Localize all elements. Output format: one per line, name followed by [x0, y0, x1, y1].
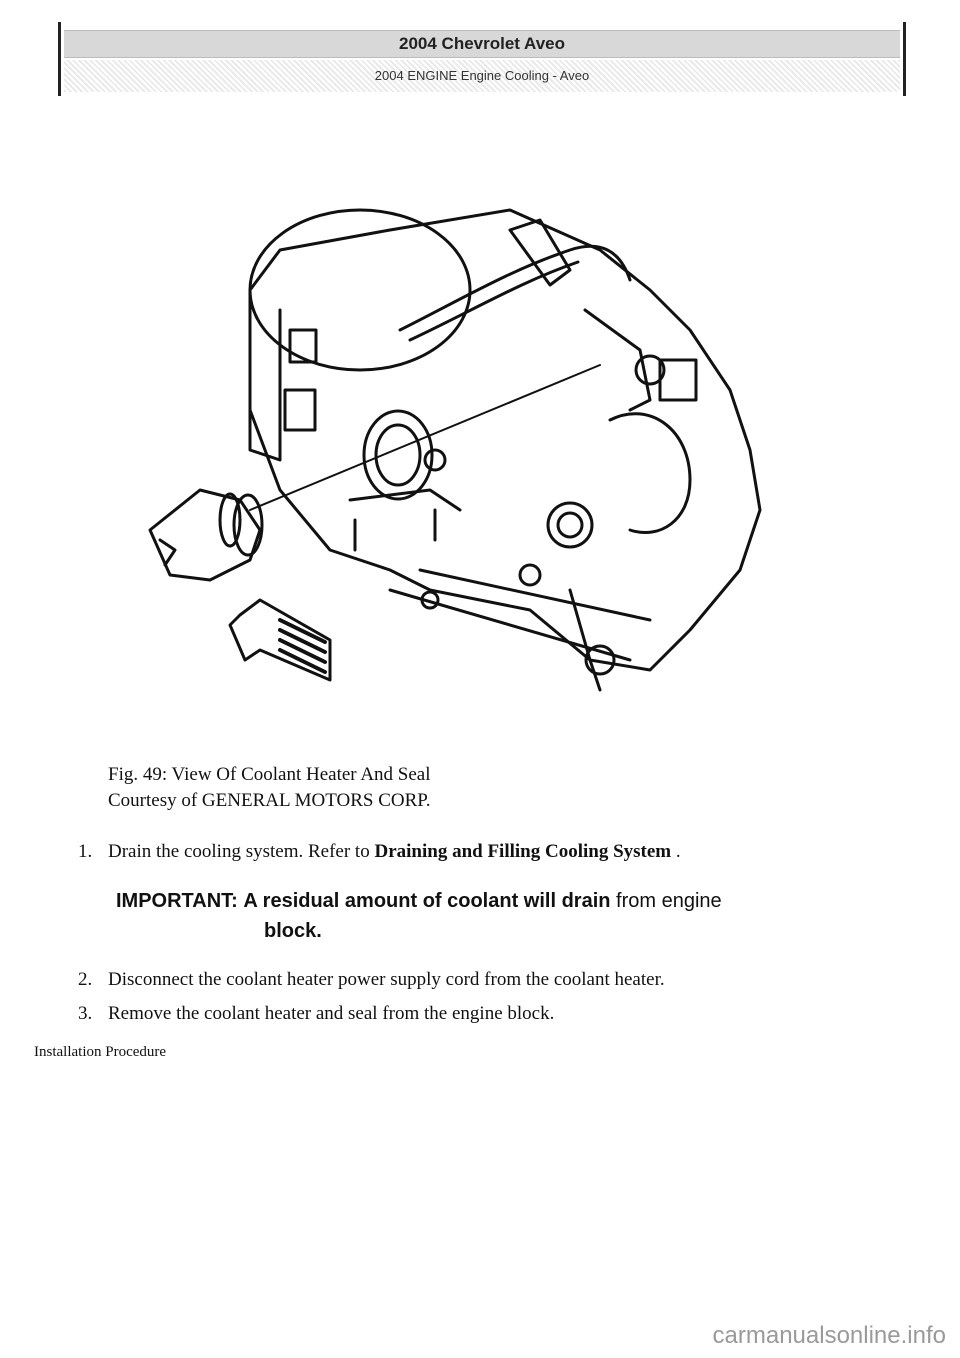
step-text-end: .	[671, 841, 681, 862]
figure-caption	[108, 762, 431, 814]
important-note	[116, 886, 836, 946]
document-header	[58, 22, 906, 96]
caption-line-2: Courtesy of GENERAL MOTORS CORP.	[108, 790, 431, 811]
draining-filling-link[interactable]: Draining and Filling Cooling System	[374, 841, 672, 862]
important-text-rest: from engine	[616, 890, 722, 912]
step-1	[78, 840, 681, 864]
step-text: Drain the cooling system. Refer to	[108, 841, 375, 862]
important-label: IMPORTANT:	[116, 890, 238, 912]
step-number: 2.	[78, 969, 93, 990]
installation-procedure-heading: Installation Procedure	[34, 1044, 167, 1060]
caption-line-1: Fig. 49: View Of Coolant Heater And Seal	[108, 764, 431, 785]
header-left-bar	[58, 22, 61, 96]
step-3	[78, 1002, 554, 1026]
step-text: Disconnect the coolant heater power supply cord from the coolant heater.	[108, 969, 665, 990]
header-right-bar	[903, 22, 906, 96]
header-title: 2004 Chevrolet Aveo	[64, 30, 900, 58]
step-2	[78, 968, 665, 992]
coolant-heater-illustration	[130, 190, 780, 710]
watermark: carmanualsonline.info	[712, 1322, 946, 1349]
step-number: 3.	[78, 1003, 93, 1024]
important-text-bold: A residual amount of coolant will drain	[243, 890, 611, 912]
important-line-2: block.	[264, 920, 322, 942]
step-number: 1.	[78, 841, 93, 862]
header-subtitle: 2004 ENGINE Engine Cooling - Aveo	[64, 60, 900, 92]
step-text: Remove the coolant heater and seal from the engine block.	[108, 1003, 555, 1024]
